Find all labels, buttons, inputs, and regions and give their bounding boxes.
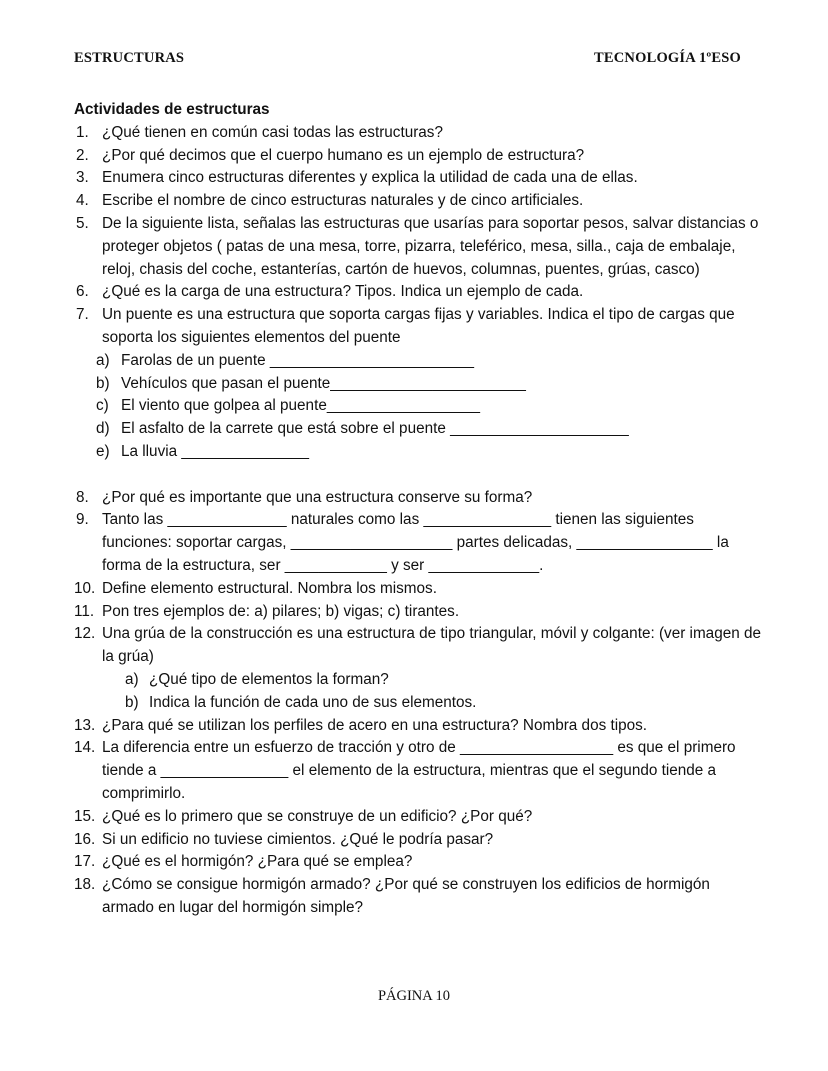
- question-5: [74, 213, 764, 281]
- page-footer: PÁGINA 10: [377, 988, 451, 1004]
- sub-text: La lluvia _______________: [121, 442, 309, 460]
- question-2: [74, 145, 764, 168]
- question-17: [74, 851, 764, 874]
- question-number: 15.: [74, 807, 96, 825]
- question-text: Define elemento estructural. Nombra los mismos.: [102, 579, 437, 597]
- sub-text: ¿Qué tipo de elementos la forman?: [149, 670, 389, 688]
- question-text: Tanto las ______________ naturales como las _______________ tienen las siguientes funciones: soportar cargas, ___________________ partes delicadas, ________________ la forma de la estructura, ser ____________ y ser _____________.: [102, 511, 729, 574]
- sub-letter: b): [96, 374, 110, 392]
- question-text: Escribe el nombre de cinco estructuras naturales y de cinco artificiales.: [102, 192, 584, 210]
- sub-item-7c: [74, 395, 764, 418]
- sub-item-7a: [74, 350, 764, 373]
- sub-item-7e: [74, 441, 764, 464]
- question-10: [74, 578, 764, 601]
- sub-item-7d: [74, 418, 764, 441]
- question-3: [74, 167, 764, 190]
- sub-text: Farolas de un puente ________________________: [121, 351, 475, 369]
- header-left: ESTRUCTURAS: [74, 50, 185, 66]
- question-15: [74, 806, 764, 829]
- sub-text: Indica la función de cada uno de sus elementos.: [149, 693, 477, 711]
- question-number: 3.: [76, 169, 89, 187]
- question-number: 12.: [74, 625, 96, 643]
- sub-text: El viento que golpea al puente__________________: [121, 397, 480, 415]
- question-16: [74, 829, 764, 852]
- question-number: 11.: [74, 602, 95, 620]
- sub-item-7b: [74, 373, 764, 396]
- question-18: [74, 874, 764, 920]
- question-text: ¿Qué es lo primero que se construye de un edificio? ¿Por qué?: [102, 807, 533, 825]
- question-number: 6.: [76, 283, 89, 301]
- question-text: ¿Qué es la carga de una estructura? Tipos. Indica un ejemplo de cada.: [102, 283, 584, 301]
- question-text: ¿Por qué decimos que el cuerpo humano es un ejemplo de estructura?: [102, 146, 585, 164]
- header-right: TECNOLOGÍA 1ºESO: [594, 50, 741, 66]
- question-1: [74, 122, 764, 145]
- question-text: Una grúa de la construcción es una estructura de tipo triangular, móvil y colgante: (ver imagen de la grúa): [102, 625, 761, 666]
- question-text: ¿Para qué se utilizan los perfiles de acero en una estructura? Nombra dos tipos.: [102, 716, 648, 734]
- question-text: Si un edificio no tuviese cimientos. ¿Qué le podría pasar?: [102, 830, 494, 848]
- sub-item-12b: [74, 692, 764, 715]
- question-number: 4.: [76, 192, 89, 210]
- sub-text: El asfalto de la carrete que está sobre el puente _____________________: [121, 420, 629, 438]
- question-number: 7.: [76, 306, 89, 324]
- question-12: [74, 623, 764, 669]
- question-number: 13.: [74, 716, 96, 734]
- question-14: [74, 737, 764, 805]
- question-9: [74, 509, 764, 577]
- question-number: 16.: [74, 830, 96, 848]
- question-text: Pon tres ejemplos de: a) pilares; b) vigas; c) tirantes.: [102, 602, 460, 620]
- question-text: ¿Por qué es importante que una estructura conserve su forma?: [102, 488, 533, 506]
- question-number: 17.: [74, 853, 96, 871]
- question-number: 5.: [76, 214, 89, 232]
- question-4: [74, 190, 764, 213]
- question-8: [74, 487, 764, 510]
- question-text: ¿Qué tienen en común casi todas las estructuras?: [102, 123, 443, 141]
- question-text: Un puente es una estructura que soporta cargas fijas y variables. Indica el tipo de cargas que soporta los siguientes elementos del puente: [102, 306, 735, 346]
- sub-letter: c): [96, 397, 109, 415]
- sub-letter: a): [96, 351, 110, 369]
- sub-letter: b): [125, 693, 139, 711]
- question-7: [74, 304, 764, 350]
- sub-letter: d): [96, 420, 110, 438]
- question-number: 8.: [76, 488, 89, 506]
- question-number: 14.: [74, 739, 96, 757]
- spacer: [74, 464, 764, 487]
- question-text: ¿Qué es el hormigón? ¿Para qué se emplea?: [102, 853, 413, 871]
- sub-item-12a: [74, 669, 764, 692]
- question-6: [74, 281, 764, 304]
- section-title: Actividades de estructuras: [74, 101, 270, 118]
- sub-letter: e): [96, 442, 110, 460]
- question-text: De la siguiente lista, señalas las estructuras que usarías para soportar pesos, salvar distancias o proteger objetos ( patas de una mesa, torre, pizarra, teleférico, mesa, silla., caja de embalaje, reloj, chasis del coche, estanterías, cartón de huevos, columnas, puentes, grúas, casco): [102, 214, 759, 278]
- sub-letter: a): [125, 670, 139, 688]
- question-number: 18.: [74, 876, 96, 894]
- sub-text: Vehículos que pasan el puente_______________________: [121, 374, 526, 392]
- question-text: ¿Cómo se consigue hormigón armado? ¿Por qué se construyen los edificios de hormigón armado en lugar del hormigón simple?: [102, 876, 710, 916]
- question-text: Enumera cinco estructuras diferentes y explica la utilidad de cada una de ellas.: [102, 169, 638, 187]
- question-number: 1.: [76, 123, 89, 141]
- question-number: 9.: [76, 511, 89, 529]
- question-number: 10.: [74, 579, 96, 597]
- question-11: [74, 601, 764, 624]
- question-text: La diferencia entre un esfuerzo de tracción y otro de __________________ es que el primero tiende a _______________ el elemento de la estructura, mientras que el segundo tiende a comprimirlo.: [102, 739, 736, 802]
- activity-list: [74, 99, 764, 920]
- question-13: [74, 715, 764, 738]
- question-number: 2.: [76, 146, 89, 164]
